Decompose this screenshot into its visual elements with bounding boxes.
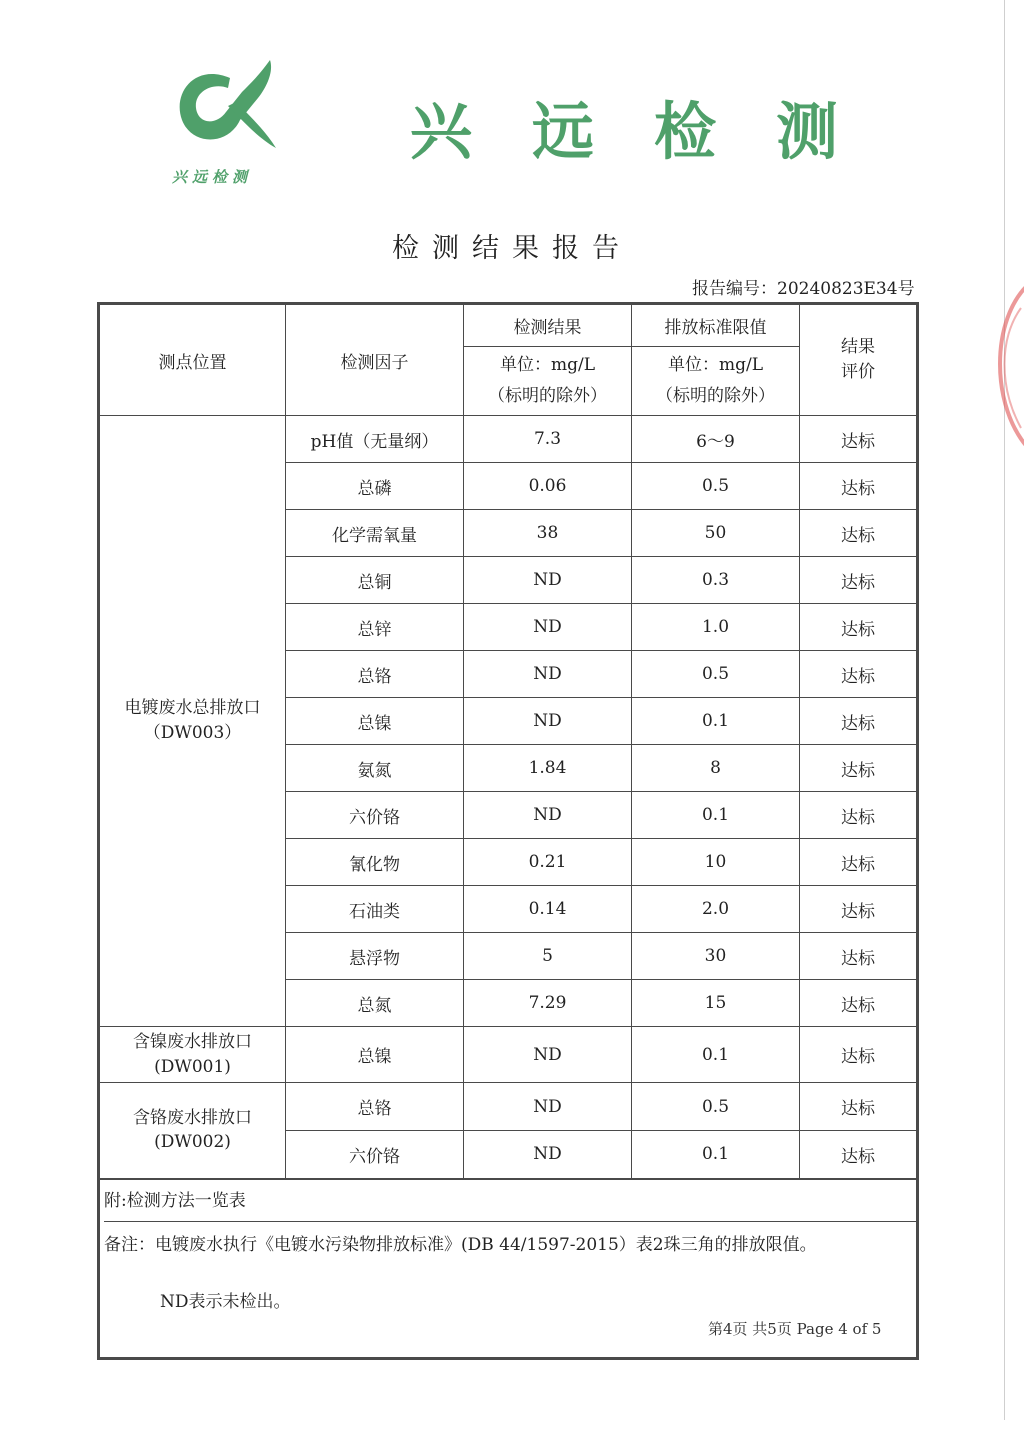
limit-cell: 0.5	[632, 651, 800, 698]
page-edge-line	[1004, 0, 1005, 1420]
factor-cell: 总磷	[286, 463, 464, 510]
limit-cell: 0.1	[632, 1131, 800, 1179]
result-cell: 0.06	[464, 463, 632, 510]
limit-cell: 0.5	[632, 1083, 800, 1131]
evaluation-cell: 达标	[800, 651, 918, 698]
evaluation-cell: 达标	[800, 1083, 918, 1131]
header-evaluation	[800, 304, 918, 416]
result-cell: ND	[464, 698, 632, 745]
header-limit-unit	[632, 347, 800, 416]
factor-cell: 悬浮物	[286, 933, 464, 980]
limit-cell: 0.1	[632, 1027, 800, 1083]
location-code: （DW003）	[143, 723, 242, 743]
results-table	[97, 302, 919, 1360]
company-logo	[170, 58, 286, 158]
result-cell: 7.29	[464, 980, 632, 1027]
factor-cell: 总铬	[286, 1083, 464, 1131]
table-row	[99, 1083, 918, 1131]
evaluation-cell: 达标	[800, 745, 918, 792]
logo-caption: 兴远检测	[172, 168, 253, 186]
limit-cell: 15	[632, 980, 800, 1027]
limit-cell: 0.1	[632, 698, 800, 745]
header-limit: 排放标准限值	[632, 304, 800, 347]
factor-cell: 总氮	[286, 980, 464, 1027]
header-limit-unit-note: （标明的除外）	[656, 386, 775, 406]
evaluation-cell: 达标	[800, 604, 918, 651]
result-cell: ND	[464, 557, 632, 604]
location-name: 含镍废水排放口	[133, 1031, 252, 1052]
factor-cell: pH值（无量纲）	[286, 416, 464, 463]
header-result-unit-note: （标明的除外）	[488, 386, 607, 406]
factor-cell: 总铬	[286, 651, 464, 698]
factor-cell: 化学需氧量	[286, 510, 464, 557]
header-limit-unit-text: 单位：mg/L	[667, 354, 764, 375]
evaluation-cell: 达标	[800, 792, 918, 839]
result-cell: ND	[464, 1131, 632, 1179]
nd-note: ND表示未检出。	[160, 1291, 291, 1312]
location-cell	[99, 416, 286, 1027]
report-number	[692, 274, 915, 299]
result-cell: 5	[464, 933, 632, 980]
factor-cell: 总镍	[286, 1027, 464, 1083]
factor-cell: 氰化物	[286, 839, 464, 886]
evaluation-cell: 达标	[800, 510, 918, 557]
location-code: (DW001)	[154, 1056, 231, 1077]
limit-cell: 30	[632, 933, 800, 980]
limit-cell: 6～9	[632, 416, 800, 463]
evaluation-cell: 达标	[800, 416, 918, 463]
factor-cell: 总铜	[286, 557, 464, 604]
evaluation-cell: 达标	[800, 839, 918, 886]
results-body	[99, 304, 918, 1359]
location-cell	[99, 1083, 286, 1179]
factor-cell: 氨氮	[286, 745, 464, 792]
header-evaluation-label: 结果评价	[840, 337, 875, 382]
header-result-unit	[464, 347, 632, 416]
remark-note: 备注：电镀废水执行《电镀水污染物排放标准》(DB 44/1597-2015）表2珠三角的排放限值。	[104, 1221, 916, 1255]
result-cell: ND	[464, 604, 632, 651]
result-cell: 7.3	[464, 416, 632, 463]
evaluation-cell: 达标	[800, 557, 918, 604]
appendix-note: 附:检测方法一览表	[104, 1190, 246, 1211]
evaluation-cell: 达标	[800, 933, 918, 980]
header-result: 检测结果	[464, 304, 632, 347]
result-cell: ND	[464, 1083, 632, 1131]
limit-cell: 8	[632, 745, 800, 792]
header-location: 测点位置	[99, 304, 286, 416]
evaluation-cell: 达标	[800, 980, 918, 1027]
limit-cell: 50	[632, 510, 800, 557]
result-cell: ND	[464, 792, 632, 839]
report-number-value: 20240823E34号	[777, 279, 915, 299]
table-row	[99, 1027, 918, 1083]
red-seal-stamp	[985, 278, 1024, 453]
page-footer: 第4页 共5页 Page 4 of 5	[708, 1320, 882, 1338]
evaluation-cell: 达标	[800, 698, 918, 745]
factor-cell: 总镍	[286, 698, 464, 745]
table-row	[99, 416, 918, 463]
report-number-label: 报告编号：	[692, 279, 777, 299]
location-code: (DW002)	[154, 1132, 231, 1153]
location-name: 含铬废水排放口	[133, 1107, 252, 1128]
limit-cell: 0.3	[632, 557, 800, 604]
result-cell: 0.14	[464, 886, 632, 933]
evaluation-cell: 达标	[800, 463, 918, 510]
header-factor: 检测因子	[286, 304, 464, 416]
brand-name: 兴远检测	[410, 95, 899, 168]
evaluation-cell: 达标	[800, 1027, 918, 1083]
limit-cell: 0.5	[632, 463, 800, 510]
evaluation-cell: 达标	[800, 1131, 918, 1179]
limit-cell: 2.0	[632, 886, 800, 933]
result-cell: 38	[464, 510, 632, 557]
result-cell: ND	[464, 651, 632, 698]
factor-cell: 石油类	[286, 886, 464, 933]
limit-cell: 10	[632, 839, 800, 886]
factor-cell: 六价铬	[286, 1131, 464, 1179]
header-result-unit-text: 单位：mg/L	[499, 354, 596, 375]
report-title: 检测结果报告	[392, 233, 632, 264]
result-cell: 1.84	[464, 745, 632, 792]
factor-cell: 六价铬	[286, 792, 464, 839]
result-cell: ND	[464, 1027, 632, 1083]
evaluation-cell: 达标	[800, 886, 918, 933]
location-cell	[99, 1027, 286, 1083]
factor-cell: 总锌	[286, 604, 464, 651]
limit-cell: 1.0	[632, 604, 800, 651]
result-cell: 0.21	[464, 839, 632, 886]
location-name: 电镀废水总排放口	[124, 698, 261, 719]
limit-cell: 0.1	[632, 792, 800, 839]
